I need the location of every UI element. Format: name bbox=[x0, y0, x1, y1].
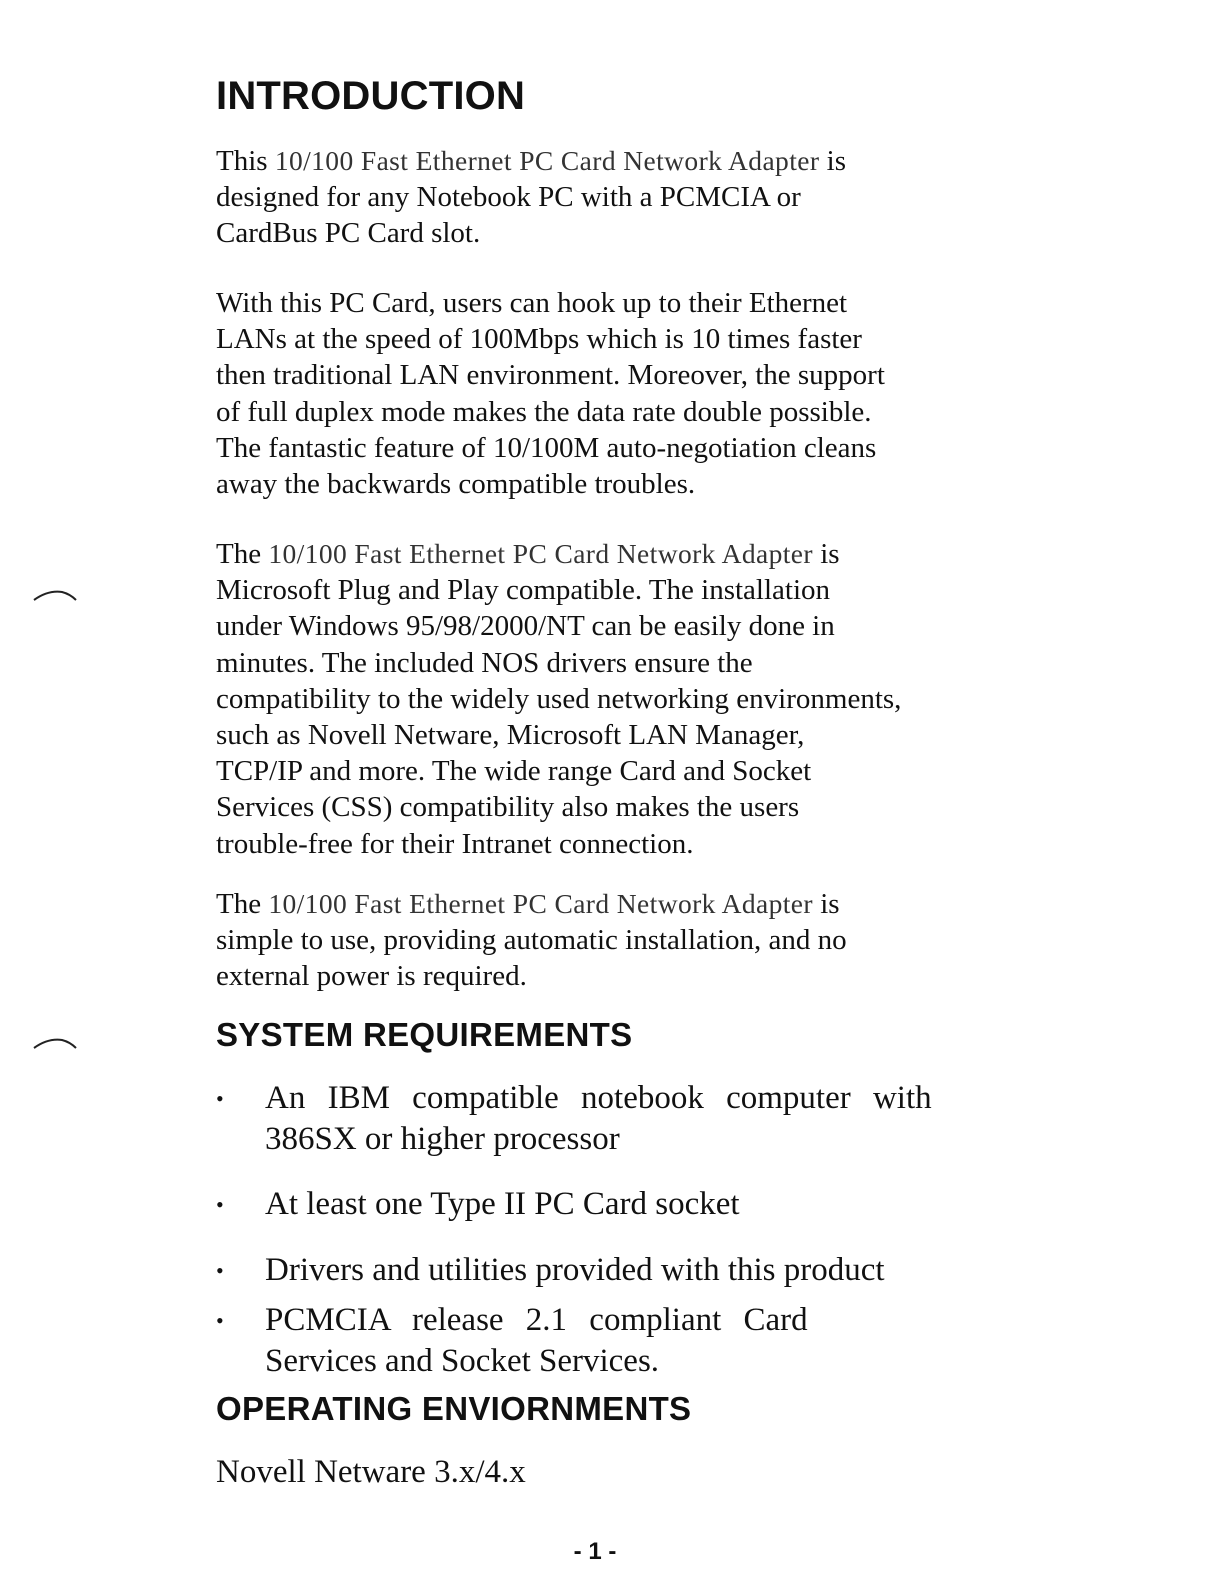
paragraph-line bbox=[216, 143, 976, 179]
paragraph-line: external power is required. bbox=[216, 960, 527, 993]
list-item-text bbox=[265, 1078, 965, 1160]
list-item-line: 386SX or higher processor bbox=[265, 1121, 620, 1157]
paragraph-line: With this PC Card, users can hook up to their Ethernet bbox=[216, 287, 848, 319]
line-text: The bbox=[216, 888, 269, 920]
paragraph-line bbox=[216, 536, 976, 572]
paragraph-line: such as Novell Netware, Microsoft LAN Manager, bbox=[216, 719, 805, 752]
list-item-line: Services and Socket Services. bbox=[265, 1343, 660, 1379]
scan-mark-lower bbox=[32, 1036, 92, 1050]
list-item-text bbox=[265, 1250, 965, 1291]
paragraph-line: Services (CSS) compatibility also makes the users bbox=[216, 791, 800, 824]
list-item-line: At least one Type II PC Card socket bbox=[265, 1186, 740, 1222]
list-item-line: Drivers and utilities provided with this product bbox=[265, 1252, 885, 1288]
line-text: The bbox=[216, 538, 269, 570]
page-number: - 1 - bbox=[573, 1538, 617, 1565]
list-item-line: PCMCIA release 2.1 compliant Card bbox=[265, 1302, 808, 1338]
operating-environments-heading: OPERATING ENVIORNMENTS bbox=[216, 1390, 692, 1427]
bullet-icon: • bbox=[216, 1258, 224, 1283]
paragraph-line: TCP/IP and more. The wide range Card and Socket bbox=[216, 755, 812, 788]
paragraph-line: under Windows 95/98/2000/NT can be easily done in bbox=[216, 610, 835, 643]
bullet-icon: • bbox=[216, 1308, 224, 1333]
list-item-text bbox=[265, 1184, 965, 1225]
paragraph-line: simple to use, providing automatic installation, and no bbox=[216, 924, 847, 957]
line-text: This bbox=[216, 145, 275, 177]
paragraph-line bbox=[216, 886, 976, 922]
list-item-line: An IBM compatible notebook computer with bbox=[265, 1080, 932, 1116]
line-text: is bbox=[812, 538, 840, 570]
bullet-icon: • bbox=[216, 1192, 224, 1217]
paragraph-line: CardBus PC Card slot. bbox=[216, 217, 481, 250]
line-text: is bbox=[812, 888, 840, 920]
scan-mark-upper bbox=[32, 588, 92, 602]
paragraph-line: away the backwards compatible troubles. bbox=[216, 468, 696, 501]
line-text: is bbox=[819, 145, 847, 177]
paragraph-line: Microsoft Plug and Play compatible. The installation bbox=[216, 574, 831, 607]
paragraph-line: of full duplex mode makes the data rate double possible. bbox=[216, 395, 872, 428]
intro-paragraph-3 bbox=[216, 536, 976, 862]
paragraph-line: then traditional LAN environment. Moreover, the support bbox=[216, 359, 885, 392]
paragraph-line: LANs at the speed of 100Mbps which is 10 times faster bbox=[216, 323, 862, 356]
system-requirements-heading: SYSTEM REQUIREMENTS bbox=[216, 1016, 633, 1053]
product-name: 10/100 Fast Ethernet PC Card Network Adapter bbox=[268, 538, 813, 569]
intro-paragraph-4 bbox=[216, 886, 976, 995]
product-name: 10/100 Fast Ethernet PC Card Network Adapter bbox=[268, 888, 813, 919]
environment-item: Novell Netware 3.x/4.x bbox=[216, 1454, 526, 1490]
bullet-icon: • bbox=[216, 1086, 224, 1111]
paragraph-line: The fantastic feature of 10/100M auto-negotiation cleans bbox=[216, 431, 877, 464]
product-name: 10/100 Fast Ethernet PC Card Network Adapter bbox=[274, 145, 820, 176]
intro-paragraph-1 bbox=[216, 143, 976, 252]
intro-paragraph-2 bbox=[216, 285, 976, 502]
paragraph-line: designed for any Notebook PC with a PCMCIA or bbox=[216, 181, 801, 214]
paragraph-line: minutes. The included NOS drivers ensure the bbox=[216, 646, 753, 679]
introduction-heading: INTRODUCTION bbox=[216, 74, 526, 118]
paragraph-line: compatibility to the widely used networking environments, bbox=[216, 682, 902, 715]
paragraph-line: trouble-free for their Intranet connection. bbox=[216, 827, 694, 860]
list-item-text bbox=[265, 1300, 965, 1382]
